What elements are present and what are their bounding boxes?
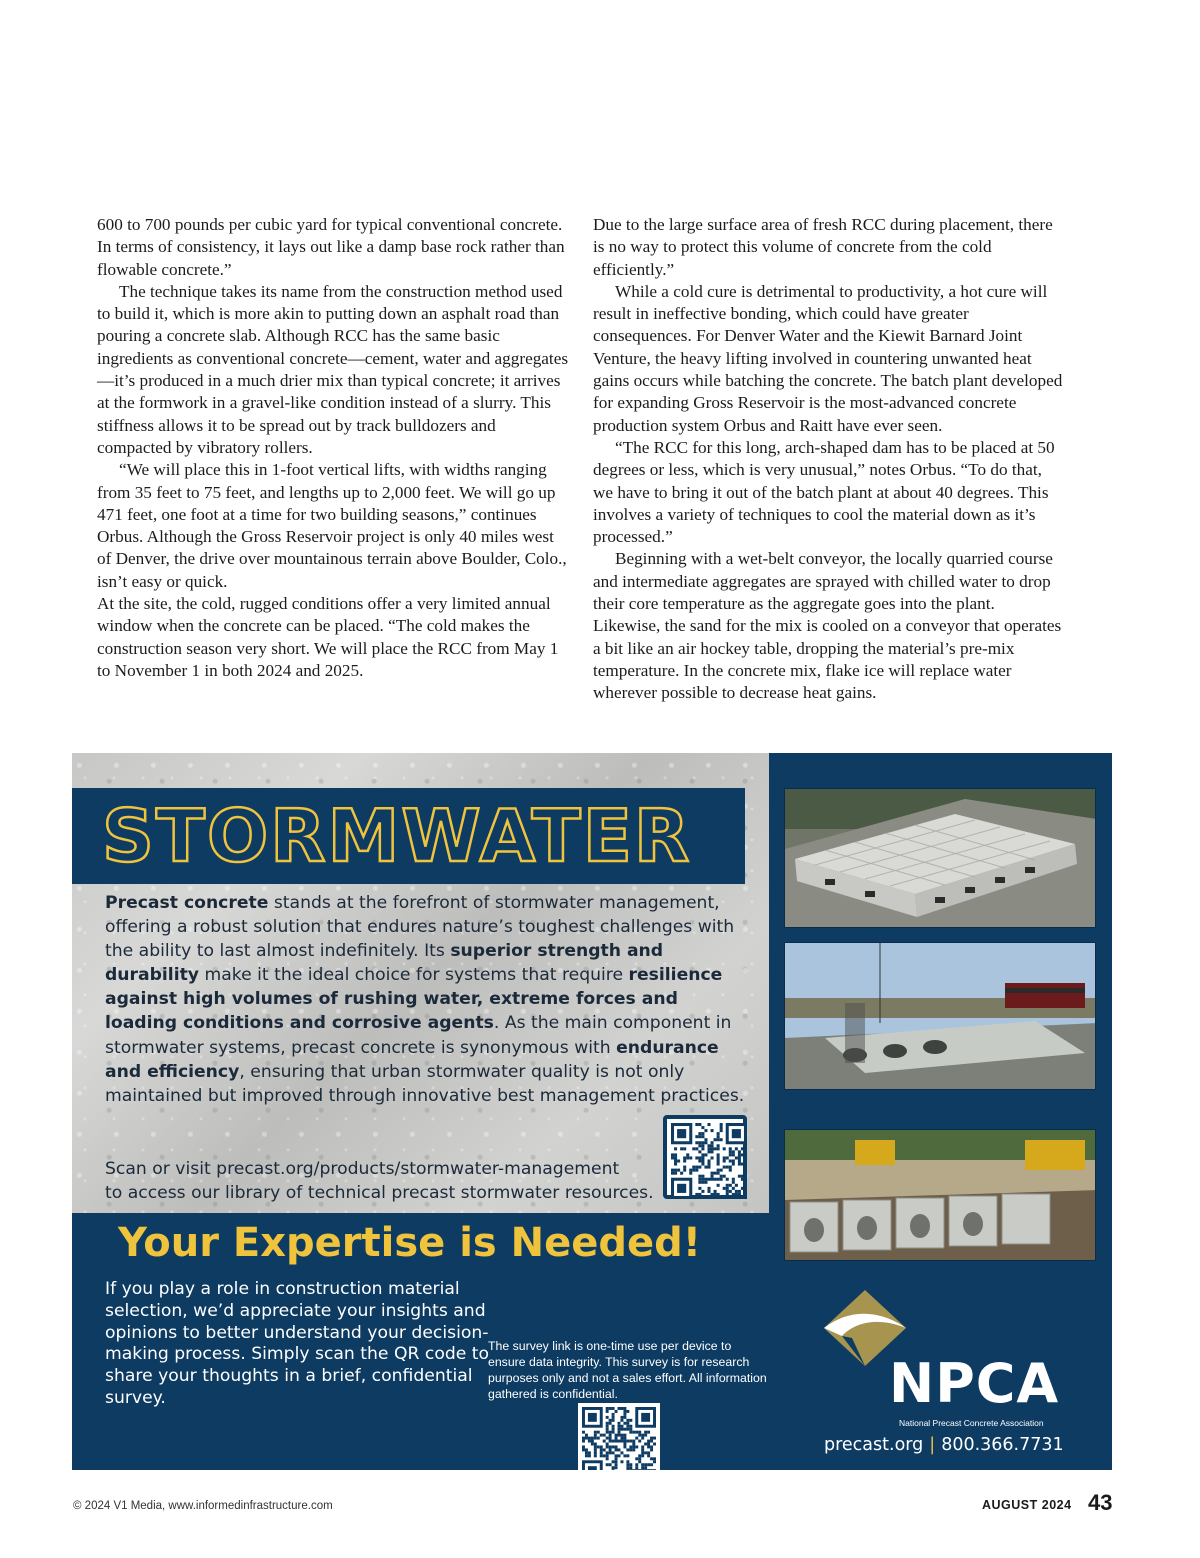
qr-code-graphic [582,1407,656,1470]
article-column-right [593,214,1065,705]
npca-website[interactable]: precast.org [824,1435,924,1455]
scan-line: to access our library of technical precast stormwater resources. [105,1183,654,1203]
culvert-installation-photo [784,942,1096,1090]
precast-modules-photo [784,1129,1096,1261]
npca-full-name: National Precast Concrete Association [899,1418,1044,1428]
scan-instructions [105,1157,665,1205]
survey-disclaimer: The survey link is one-time use per device to ensure data integrity. This survey is for research purposes only and not a sales effort. All information gathered is confidential. [488,1339,767,1401]
expertise-heading: Your Expertise is Needed! [118,1220,702,1266]
paragraph: “We will place this in 1-foot vertical lifts, with widths ranging from 35 feet to 75 feet, and lengths up to 2,000 feet. We will go up 471 feet, one foot at a time for two building seasons,” continues Orbus. Although the Gross Reservoir project is only 40 miles west of Denver, the drive over mountainous terrain above Boulder, Colo., isn’t easy or quick. [97,460,567,591]
survey-qr-code[interactable] [578,1403,660,1470]
stormwater-panel [72,753,769,1213]
body-text: , ensuring that urban stormwater quality is not only maintained but improved through innovative best management practices. [105,1061,745,1106]
npca-advertisement [72,753,1112,1470]
emphasis-text: endurance and efficiency [105,1037,719,1082]
paragraph: 600 to 700 pounds per cubic yard for typical conventional concrete. In terms of consistency, it lays out like a damp base rock rather than flowable concrete.” [97,215,565,279]
paragraph: Beginning with a wet-belt conveyor, the locally quarried course and intermediate aggregates are sprayed with chilled water to drop their core temperature as the aggregate goes into the plant. Likewise, the sand for the mix is cooled on a conveyor that operates a bit like an air hockey table, dropping the material’s pre-mix temperature. In the concrete mix, flake ice will replace water wherever possible to decrease heat gains. [593,549,1062,703]
paragraph: The technique takes its name from the construction method used to build it, which is more akin to putting down an asphalt road than pouring a concrete slab. Although RCC has the same basic ingredients as conventional concrete—cement, water and aggregates—it’s produced in a much drier mix than typical concrete; it arrives at the formwork in a gravel-like condition instead of a slurry. This stiffness allows it to be spread out by track bulldozers and compacted by vibratory rollers. [97,281,569,457]
npca-wordmark: NPCA [889,1352,1060,1415]
article-column-left [97,214,569,682]
body-text: make it the ideal choice for systems that require [199,965,629,986]
npca-phone[interactable]: 800.366.7731 [941,1435,1064,1455]
scan-line: Scan or visit precast.org/products/stormwater-management [105,1159,620,1179]
expertise-text: If you play a role in construction material selection, we’d appreciate your insights and opinions to better understand your decision-making process. Simply scan the QR code to share your thoughts in a brief, confidential survey. [105,1279,490,1408]
body-text: . As the main component in stormwater systems, precast concrete is synonymous with [105,1013,732,1058]
stormwater-description [105,891,750,1108]
stormwater-title: STORMWATER [102,794,692,878]
emphasis-text: superior strength and durability [105,941,664,986]
emphasis-text: Precast concrete [105,893,269,913]
emphasis-text: resilience against high volumes of rushing water, extreme forces and loading conditions and corrosive agents [105,965,723,1034]
paragraph: “The RCC for this long, arch-shaped dam has to be placed at 50 degrees or less, which is very unusual,” notes Orbus. “To do that, we have to bring it out of the batch plant at about 40 degrees. This involves a variety of techniques to cool the material down as it’s processed.” [593,437,1055,547]
footer-copyright: © 2024 V1 Media, www.informedinfrastructure.com [73,1500,333,1512]
footer-issue-date: AUGUST 2024 [982,1498,1072,1512]
npca-contact: precast.org | 800.366.7731 [824,1435,1064,1455]
paragraph: Due to the large surface area of fresh RCC during placement, there is no way to protect this volume of concrete from the cold efficiently.” [593,215,1053,279]
page-number: 43 [1088,1490,1113,1515]
qr-code-graphic [671,1123,747,1199]
paragraph: While a cold cure is detrimental to productivity, a hot cure will result in ineffective bonding, which could have greater consequences. For Denver Water and the Kiewit Barnard Joint Venture, the heavy lifting involved in countering unwanted heat gains occurs while batching the concrete. The batch plant developed for expanding Gross Reservoir is the most-advanced concrete production system Orbus and Raitt have ever seen. [593,281,1063,435]
body-text: stands at the forefront of stormwater management, offering a robust solution that endures nature’s toughest challenges with the ability to last almost indefinitely. Its [105,893,735,962]
precast-box-culvert-photo [784,788,1096,928]
qr-code[interactable] [663,1115,747,1199]
stormwater-banner [72,788,745,884]
paragraph: At the site, the cold, rugged conditions offer a very limited annual window when the concrete can be placed. “The cold makes the construction season very short. We will place the RCC from May 1 to November 1 in both 2024 and 2025. [97,594,559,680]
